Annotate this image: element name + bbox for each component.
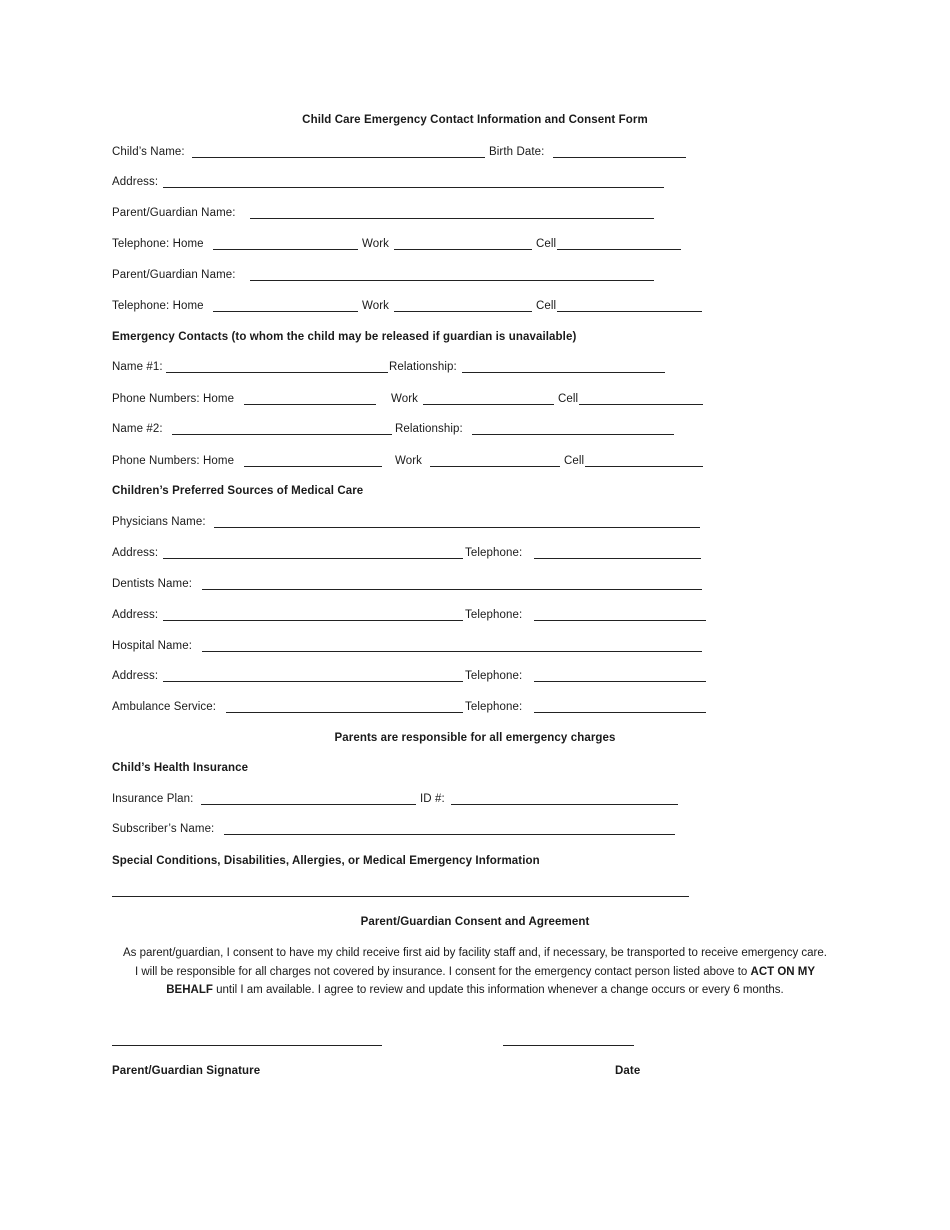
medical-care-heading: Children’s Preferred Sources of Medical Care xyxy=(112,485,364,497)
emergency-charges-notice: Parents are responsible for all emergency charges xyxy=(334,732,616,744)
hospital-name-field[interactable] xyxy=(202,651,702,652)
emergency-name-1-label: Name #1: xyxy=(112,361,163,373)
hospital-name-label: Hospital Name: xyxy=(112,640,193,652)
dentists-name-field[interactable] xyxy=(202,589,702,590)
emergency-cell-1-label: Cell xyxy=(558,393,579,405)
insurance-id-field[interactable] xyxy=(451,804,678,805)
childs-name-label: Child’s Name: xyxy=(112,146,185,158)
emergency-work-1-field[interactable] xyxy=(423,404,554,405)
telephone-home-2-label: Telephone: Home xyxy=(112,300,204,312)
cell-2-field[interactable] xyxy=(557,311,702,312)
signature-line[interactable] xyxy=(112,1045,382,1046)
parent-name-1-field[interactable] xyxy=(250,218,654,219)
phone-home-2-field[interactable] xyxy=(244,466,382,467)
telephone-home-1-label: Telephone: Home xyxy=(112,238,204,250)
consent-heading: Parent/Guardian Consent and Agreement xyxy=(360,916,590,928)
emergency-cell-2-label: Cell xyxy=(564,455,585,467)
address-field[interactable] xyxy=(163,187,664,188)
consent-text-bold: ACT ON MY BEHALF xyxy=(166,965,816,996)
ambulance-service-field[interactable] xyxy=(226,712,463,713)
emergency-contacts-heading: Emergency Contacts (to whom the child may be released if guardian is unavailable) xyxy=(112,331,577,343)
insurance-plan-label: Insurance Plan: xyxy=(112,793,194,805)
emergency-cell-2-field[interactable] xyxy=(585,466,703,467)
address-label: Address: xyxy=(112,176,159,188)
physician-address-field[interactable] xyxy=(163,558,463,559)
work-1-field[interactable] xyxy=(394,249,532,250)
emergency-name-2-field[interactable] xyxy=(172,434,392,435)
ambulance-service-label: Ambulance Service: xyxy=(112,701,217,713)
hospital-address-field[interactable] xyxy=(163,681,463,682)
consent-paragraph xyxy=(120,944,830,1000)
relationship-2-field[interactable] xyxy=(472,434,674,435)
date-label: Date xyxy=(615,1065,641,1077)
dentist-telephone-label: Telephone: xyxy=(465,609,523,621)
consent-text-part2: until I am available. I agree to review and update this information whenever a change occurs or every 6 months. xyxy=(212,984,784,996)
signature-label: Parent/Guardian Signature xyxy=(112,1065,261,1077)
hospital-address-label: Address: xyxy=(112,670,159,682)
health-insurance-heading: Child’s Health Insurance xyxy=(112,762,249,774)
emergency-cell-1-field[interactable] xyxy=(579,404,703,405)
work-1-label: Work xyxy=(362,238,390,250)
parent-name-1-label: Parent/Guardian Name: xyxy=(112,207,236,219)
parent-name-2-label: Parent/Guardian Name: xyxy=(112,269,236,281)
ambulance-telephone-label: Telephone: xyxy=(465,701,523,713)
insurance-id-label: ID #: xyxy=(420,793,445,805)
form-title: Child Care Emergency Contact Information and Consent Form xyxy=(302,114,648,126)
physicians-name-field[interactable] xyxy=(214,527,700,528)
relationship-1-field[interactable] xyxy=(462,372,665,373)
special-conditions-field[interactable] xyxy=(112,896,689,897)
emergency-work-2-label: Work xyxy=(395,455,423,467)
dentist-telephone-field[interactable] xyxy=(534,620,706,621)
subscriber-name-label: Subscriber’s Name: xyxy=(112,823,215,835)
hospital-telephone-field[interactable] xyxy=(534,681,706,682)
special-conditions-heading: Special Conditions, Disabilities, Allergies, or Medical Emergency Information xyxy=(112,855,540,867)
phone-home-1-label: Phone Numbers: Home xyxy=(112,393,235,405)
relationship-2-label: Relationship: xyxy=(395,423,463,435)
consent-text-part1: As parent/guardian, I consent to have my child receive first aid by facility staff and, if necessary, be transported to receive emergency care. I will be responsible for all charges not covered by insurance. I consent for the emergency contact person listed above to xyxy=(123,947,827,978)
emergency-work-2-field[interactable] xyxy=(430,466,560,467)
insurance-plan-field[interactable] xyxy=(201,804,416,805)
telephone-home-1-field[interactable] xyxy=(213,249,358,250)
subscriber-name-field[interactable] xyxy=(224,834,675,835)
emergency-work-1-label: Work xyxy=(391,393,419,405)
emergency-name-1-field[interactable] xyxy=(166,372,388,373)
physicians-name-label: Physicians Name: xyxy=(112,516,206,528)
dentist-address-label: Address: xyxy=(112,609,159,621)
ambulance-telephone-field[interactable] xyxy=(534,712,706,713)
date-line[interactable] xyxy=(503,1045,634,1046)
parent-name-2-field[interactable] xyxy=(250,280,654,281)
phone-home-1-field[interactable] xyxy=(244,404,376,405)
cell-1-label: Cell xyxy=(536,238,557,250)
dentists-name-label: Dentists Name: xyxy=(112,578,193,590)
physician-address-label: Address: xyxy=(112,547,159,559)
work-2-field[interactable] xyxy=(394,311,532,312)
dentist-address-field[interactable] xyxy=(163,620,463,621)
birth-date-label: Birth Date: xyxy=(489,146,545,158)
telephone-home-2-field[interactable] xyxy=(213,311,358,312)
phone-home-2-label: Phone Numbers: Home xyxy=(112,455,235,467)
birth-date-field[interactable] xyxy=(553,157,686,158)
cell-2-label: Cell xyxy=(536,300,557,312)
hospital-telephone-label: Telephone: xyxy=(465,670,523,682)
childs-name-field[interactable] xyxy=(192,157,485,158)
physician-telephone-label: Telephone: xyxy=(465,547,523,559)
work-2-label: Work xyxy=(362,300,390,312)
cell-1-field[interactable] xyxy=(557,249,681,250)
physician-telephone-field[interactable] xyxy=(534,558,701,559)
emergency-name-2-label: Name #2: xyxy=(112,423,163,435)
relationship-1-label: Relationship: xyxy=(389,361,457,373)
